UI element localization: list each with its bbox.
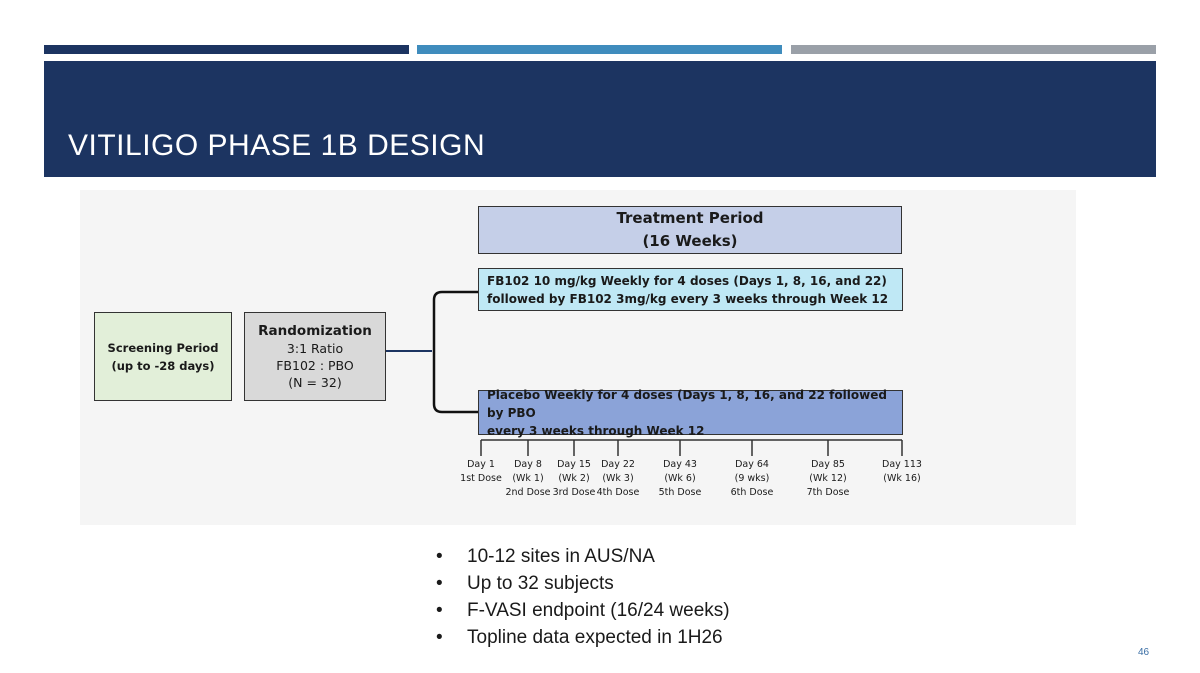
timeline-dose: 2nd Dose	[505, 487, 551, 498]
slide-title: VITILIGO PHASE 1B DESIGN	[68, 129, 486, 162]
fb102-arm-line1: FB102 10 mg/kg Weekly for 4 doses (Days 1, 8, 16, and 22)	[487, 273, 887, 288]
timeline-week: (Wk 16)	[883, 473, 921, 484]
timeline-axis	[481, 440, 902, 456]
placebo-arm-line2: every 3 weeks through Week 12	[487, 423, 705, 438]
placebo-arm-line1: Placebo Weekly for 4 doses (Days 1, 8, 16, and 22 followed by PBO	[487, 387, 887, 420]
page-number: 46	[1138, 647, 1150, 658]
study-design-diagram	[80, 190, 1076, 525]
treatment-period-box	[478, 206, 902, 254]
timeline-dose: 6th Dose	[730, 487, 774, 498]
timeline-day: Day 1	[467, 459, 495, 470]
key-point	[436, 570, 730, 597]
bullet-dot-icon: •	[436, 546, 443, 567]
bullet-dot-icon: •	[436, 627, 443, 648]
fb102-arm-line2: followed by FB102 3mg/kg every 3 weeks through Week 12	[487, 291, 889, 306]
accent-bar-gray	[791, 45, 1156, 54]
bullet-dot-icon: •	[436, 573, 443, 594]
key-point-text: Topline data expected in 1H26	[467, 627, 723, 648]
key-point	[436, 624, 730, 651]
fb102-arm-box	[478, 268, 903, 311]
randomization-ratio: 3:1 Ratio	[286, 341, 344, 356]
timeline-day: Day 8	[514, 459, 542, 470]
timeline-dose: 7th Dose	[806, 487, 850, 498]
accent-bar-dark	[44, 45, 409, 54]
timeline-day: Day 43	[663, 459, 697, 470]
timeline-day: Day 85	[811, 459, 845, 470]
timeline-week: (Wk 1)	[512, 473, 544, 484]
timeline-week: (Wk 6)	[664, 473, 696, 484]
timeline-day: Day 15	[557, 459, 591, 470]
timeline-week: (Wk 12)	[809, 473, 847, 484]
randomization-arms: FB102 : PBO	[276, 358, 354, 373]
key-point-text: 10-12 sites in AUS/NA	[467, 546, 655, 567]
timeline-dose: 3rd Dose	[552, 487, 596, 498]
timeline-day: Day 64	[735, 459, 769, 470]
arm-bracket	[434, 292, 478, 412]
randomization-n: (N = 32)	[288, 375, 342, 390]
randomization-title: Randomization	[258, 323, 372, 339]
timeline-day: Day 113	[882, 459, 922, 470]
key-point	[436, 597, 730, 624]
screening-period-title: Screening Period	[107, 340, 219, 355]
timeline-week: (9 wks)	[734, 473, 770, 484]
treatment-period-duration: (16 Weeks)	[642, 232, 738, 250]
key-point	[436, 543, 730, 570]
screening-period-box	[94, 312, 232, 401]
accent-bar-blue	[417, 45, 782, 54]
timeline-label	[857, 458, 947, 486]
key-points-list	[436, 543, 730, 651]
timeline-week: (Wk 3)	[602, 473, 634, 484]
timeline-week: (Wk 2)	[558, 473, 590, 484]
timeline-dose: 5th Dose	[658, 487, 702, 498]
timeline-dose: 4th Dose	[596, 487, 640, 498]
title-banner	[44, 61, 1156, 177]
placebo-arm-box	[478, 387, 903, 438]
key-point-text: F-VASI endpoint (16/24 weeks)	[467, 600, 730, 621]
treatment-period-title: Treatment Period	[616, 209, 764, 227]
timeline-dose: 1st Dose	[460, 473, 502, 484]
timeline-day: Day 22	[601, 459, 635, 470]
screening-period-range: (up to -28 days)	[111, 358, 215, 373]
randomization-box	[244, 312, 386, 401]
key-point-text: Up to 32 subjects	[467, 573, 614, 594]
bullet-dot-icon: •	[436, 600, 443, 621]
